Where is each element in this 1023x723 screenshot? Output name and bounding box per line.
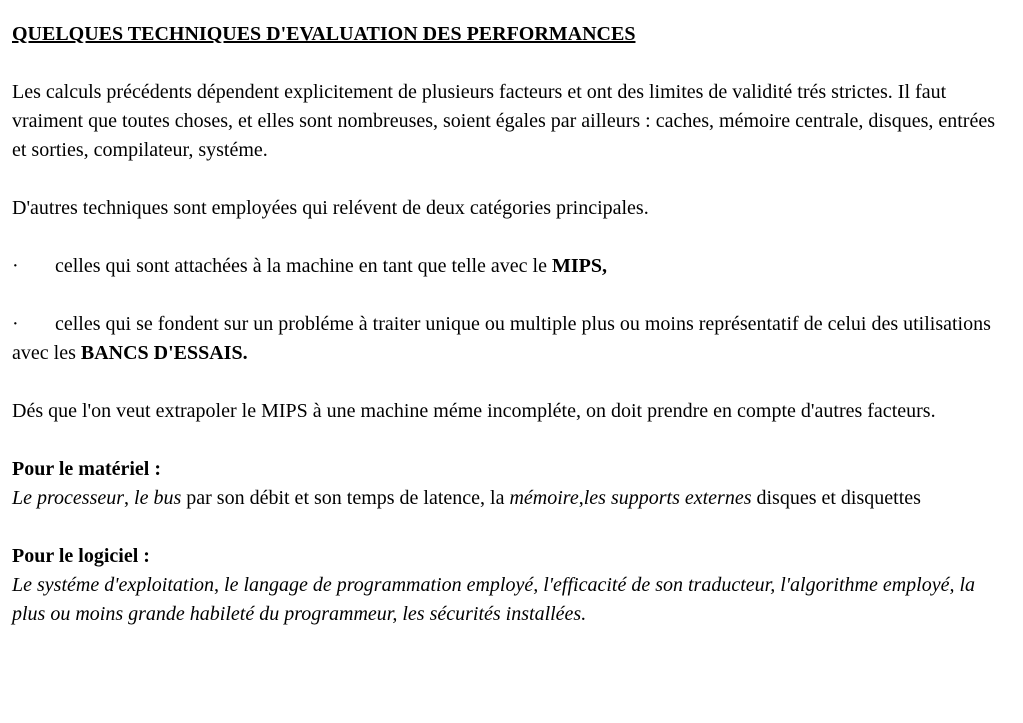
bullet-bold-term: MIPS, xyxy=(552,255,607,277)
bullet-mark: · xyxy=(12,255,19,277)
categories-paragraph: D'autres techniques sont employées qui relévent de deux catégories principales. xyxy=(12,197,649,219)
bullet-item-benchmarks xyxy=(12,310,1011,368)
extrapolation-paragraph: Dés que l'on veut extrapoler le MIPS à une machine méme incompléte, on doit prendre en compte d'autres facteurs. xyxy=(12,400,936,422)
software-heading: Pour le logiciel : xyxy=(12,545,150,567)
software-term: le langage de programmation employé, l'efficacité de son traducteur, l'algorithme employé, la plus ou moins grande habileté du programmeur, les sécurités installées. xyxy=(12,574,976,625)
software-section xyxy=(12,542,1011,629)
hardware-term: Le processeur xyxy=(12,487,125,509)
bullet-text: celles qui sont attachées à la machine en tant que telle avec le xyxy=(55,255,552,277)
bullet-text: celles qui se fondent sur un probléme à traiter unique ou multiple plus ou moins représentatif de celui des utilisations avec les xyxy=(12,313,991,364)
bullet-mark: · xyxy=(12,313,19,335)
hardware-heading: Pour le matériel : xyxy=(12,458,162,480)
hardware-section xyxy=(12,455,1011,513)
hardware-text: disques et disquettes xyxy=(751,487,921,509)
document-title: QUELQUES TECHNIQUES D'EVALUATION DES PERFORMANCES xyxy=(12,23,636,45)
software-term: Le systéme d'exploitation xyxy=(12,574,215,596)
hardware-text: , xyxy=(578,487,584,509)
bullet-item-mips xyxy=(12,252,1011,281)
bullet-bold-term: BANCS D'ESSAIS. xyxy=(80,342,248,364)
hardware-term: les supports externes xyxy=(583,487,752,509)
hardware-text: par son débit et son temps de latence, la xyxy=(181,487,510,509)
hardware-term: le bus xyxy=(134,487,182,509)
hardware-text: , xyxy=(124,487,135,509)
hardware-term: mémoire xyxy=(509,487,579,509)
intro-paragraph: Les calculs précédents dépendent explicitement de plusieurs facteurs et ont des limites de validité trés strictes. Il faut vraiment que toutes choses, et elles sont nombreuses, soient égales par ailleurs : caches, mémoire centrale, disques, entrées et sorties, compilateur, systéme. xyxy=(12,81,996,161)
software-text: , xyxy=(214,574,225,596)
